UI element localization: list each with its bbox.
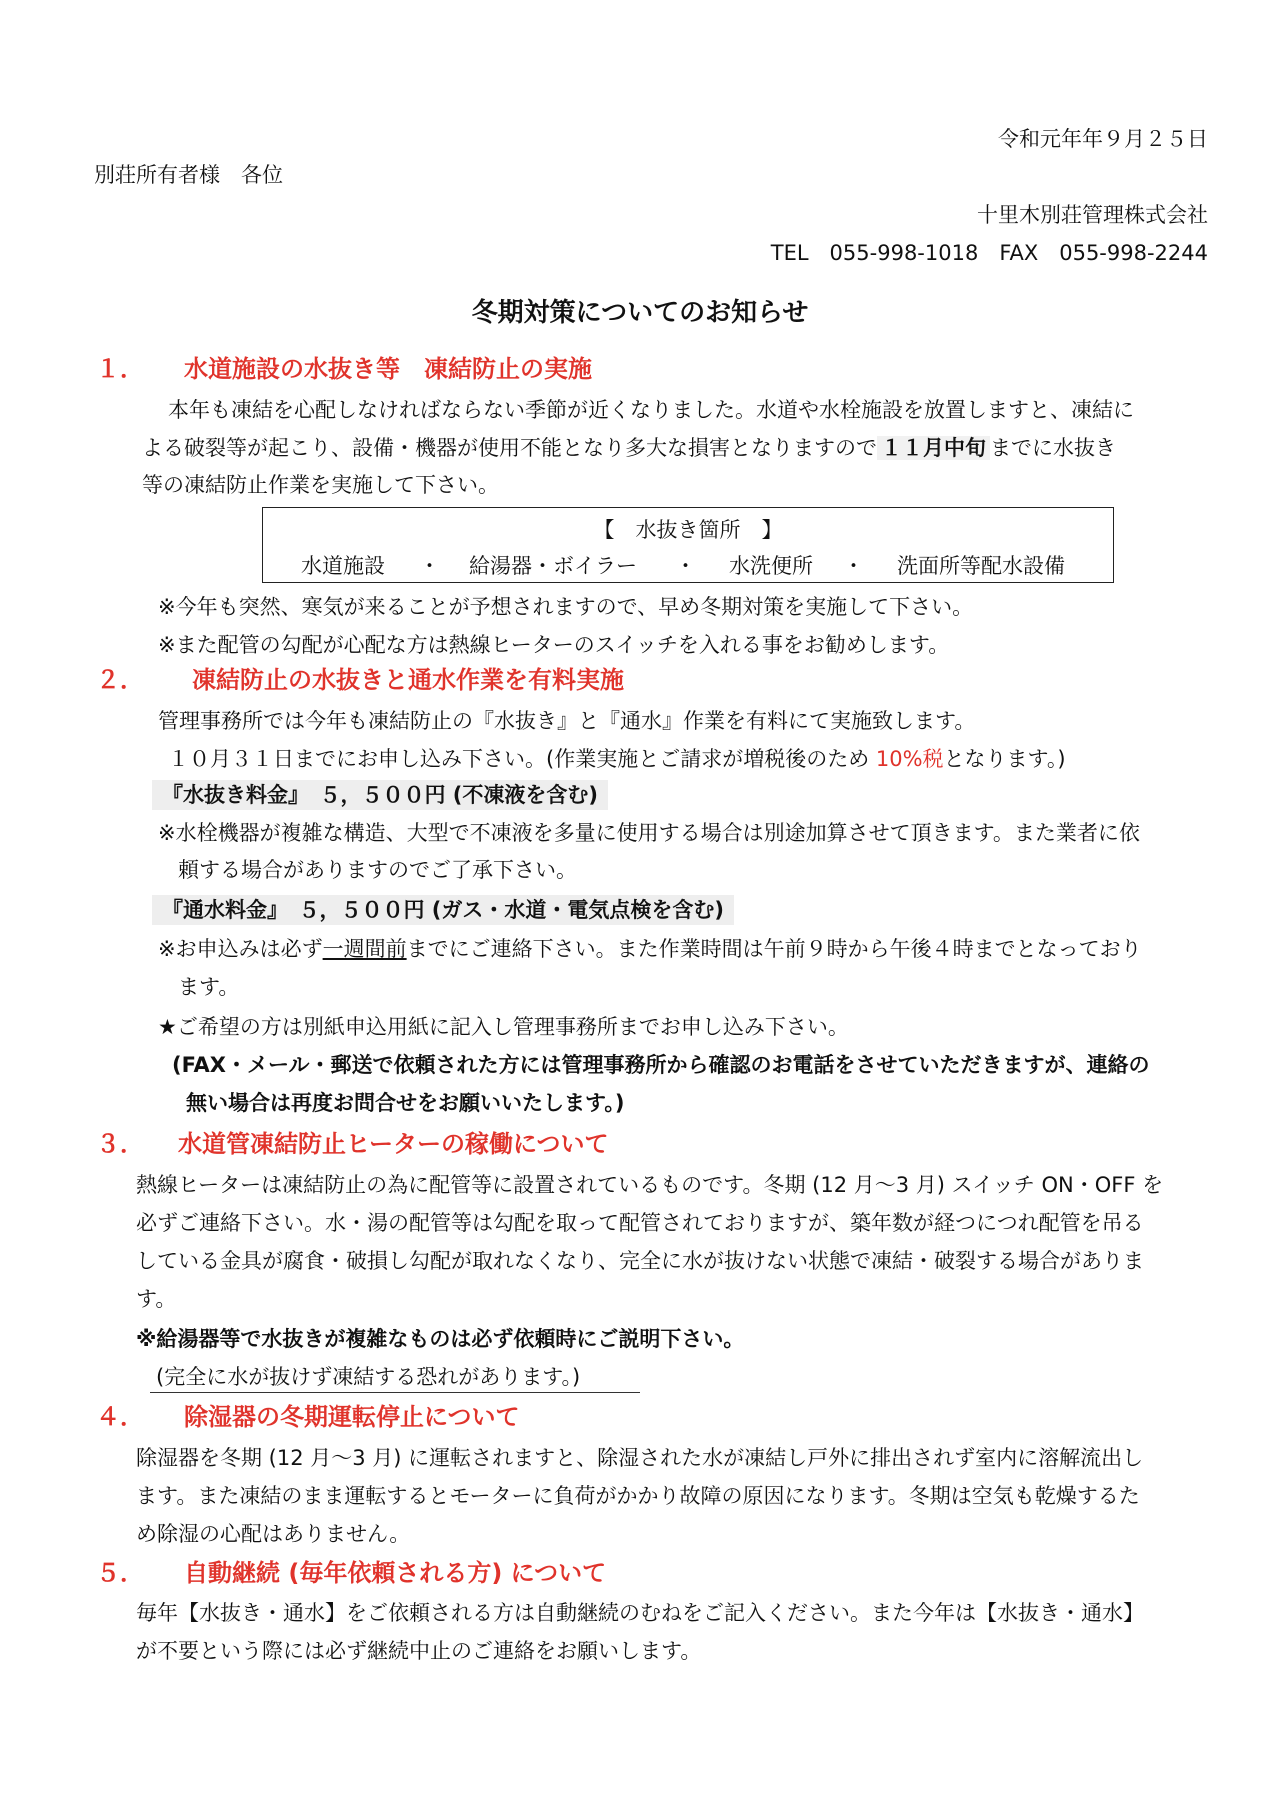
section-4-title: 除湿器の冬期運転停止について [184, 1403, 520, 1431]
section-1-heading [96, 352, 592, 386]
s4-para-line-2: ます。また凍結のまま運転するとモーターに負荷がかかり故障の原因になります。冬期は空気も乾燥するた [136, 1484, 1140, 1508]
section-3-heading [96, 1127, 609, 1161]
s3-note-2-underline [150, 1392, 640, 1393]
s1-para-line-3: 等の凍結防止作業を実施して下さい。 [142, 473, 499, 497]
s3-para-line-2: 必ずご連絡下さい。水・湯の配管等は勾配を取って配管されておりますが、築年数が経つにつれ配管を吊る [136, 1211, 1144, 1235]
s1-note-1: ※今年も突然、寒気が来ることが予想されますので、早め冬期対策を実施して下さい。 [158, 595, 974, 619]
s2-note-1-line-1: ※水栓機器が複雑な構造、大型で不凍液を多量に使用する場合は別途加算させて頂きます。また業者に依 [158, 821, 1140, 845]
section-5-number: ５． [96, 1559, 144, 1587]
location-flush-toilet: 水洗便所 [729, 554, 813, 578]
s5-para-line-1: 毎年【水抜き・通水】をご依頼される方は自動継続のむねをご記入ください。また今年は【水抜き・通水】 [136, 1601, 1144, 1625]
s2-paren-line-1: (FAX・メール・郵送で依頼された方には管理事務所から確認のお電話をさせていただきますが、連絡の [172, 1053, 1150, 1077]
s3-para-line-4: す。 [136, 1287, 177, 1311]
s5-para-line-2: が不要という際には必ず継続中止のご連絡をお願いします。 [136, 1639, 702, 1663]
tax-rate: 10%税 [875, 747, 944, 771]
s2-paren-line-2: 無い場合は再度お問合せをお願いいたします。) [186, 1091, 625, 1115]
one-week-before: 一週間前 [322, 937, 407, 961]
company-name: 十里木別荘管理株式会社 [977, 203, 1208, 227]
deadline-highlight: １１月中旬 [877, 436, 990, 460]
s3-para-line-1: 熱線ヒーターは凍結防止の為に配管等に設置されているものです。冬期 (12 月～3 月) スイッチ ON・OFF を [136, 1173, 1164, 1197]
drain-fee: 『水抜き料金』 ５，５００円 (不凍液を含む) [152, 780, 608, 810]
s2-note-2c: までにご連絡下さい。また作業時間は午前９時から午後４時までとなっており [406, 937, 1142, 961]
section-2-number: ２． [96, 666, 144, 694]
s2-para-line-1: 管理事務所では今年も凍結防止の『水抜き』と『通水』作業を有料にて実施致します。 [158, 709, 976, 733]
s2-note-1-line-2: 頼する場合がありますのでご了承下さい。 [178, 858, 577, 882]
section-2-heading [96, 663, 624, 697]
s4-para-line-3: め除湿の心配はありません。 [136, 1522, 411, 1546]
s2-para-line-2c: となります。) [943, 747, 1066, 771]
section-3-number: ３． [96, 1130, 144, 1158]
s2-star-note: ★ご希望の方は別紙申込用紙に記入し管理事務所までお申し込み下さい。 [158, 1015, 849, 1039]
s2-para-line-2 [168, 744, 1066, 774]
s4-para-line-1: 除湿器を冬期 (12 月～3 月) に運転されますと、除湿された水が凍結し戸外に排出されず室内に溶解流出し [136, 1446, 1144, 1470]
section-5-title: 自動継続 (毎年依頼される方) について [184, 1559, 607, 1587]
s3-para-line-3: している金具が腐食・破損し勾配が取れなくなり、完全に水が抜けない状態で凍結・破裂する場合がありま [136, 1249, 1144, 1273]
section-1-title: 水道施設の水抜き等 凍結防止の実施 [184, 355, 592, 383]
separator-dot: ・ [419, 554, 440, 578]
separator-dot: ・ [675, 554, 696, 578]
s2-note-2-line-1 [158, 934, 1142, 964]
s2-note-2a: ※お申込みは必ず [158, 937, 323, 961]
s2-note-2-line-2: ます。 [178, 975, 240, 999]
location-water-heater: 給湯器・ボイラー [469, 554, 637, 578]
location-water-facility: 水道施設 [301, 554, 385, 578]
location-washroom: 洗面所等配水設備 [897, 554, 1065, 578]
section-1-number: １． [96, 355, 144, 383]
s1-para-line-2a: よる破裂等が起こり、設備・機器が使用不能となり多大な損害となりますので [142, 436, 877, 460]
s1-note-2: ※また配管の勾配が心配な方は熱線ヒーターのスイッチを入れる事をお勧めします。 [158, 633, 950, 657]
company-contact: TEL 055-998-1018 FAX 055-998-2244 [770, 241, 1208, 265]
document-date: 令和元年年９月２５日 [998, 127, 1208, 151]
drain-locations-box [262, 507, 1114, 583]
section-4-heading [96, 1400, 520, 1434]
s2-para-line-2a: １０月３１日までにお申し込み下さい。(作業実施とご請求が増税後のため [168, 747, 876, 771]
water-restore-fee: 『通水料金』 ５，５００円 (ガス・水道・電気点検を含む) [152, 895, 734, 925]
section-4-number: ４． [96, 1403, 144, 1431]
drain-locations-title: 【 水抜き箇所 】 [593, 518, 783, 542]
s1-para-line-2c: までに水抜き [990, 436, 1116, 460]
s3-note-2: (完全に水が抜けず凍結する恐れがあります。) [156, 1365, 581, 1389]
section-5-heading [96, 1556, 606, 1590]
s1-para-line-1: 本年も凍結を心配しなければならない季節が近くなりました。水道や水栓施設を放置しますと、凍結に [168, 398, 1134, 422]
s1-para-line-2 [142, 433, 1116, 463]
separator-dot: ・ [843, 554, 864, 578]
recipient: 別荘所有者様 各位 [94, 163, 283, 187]
s3-note-1: ※給湯器等で水抜きが複雑なものは必ず依頼時にご説明下さい。 [136, 1327, 745, 1351]
section-2-title: 凍結防止の水抜きと通水作業を有料実施 [192, 666, 624, 694]
section-3-title: 水道管凍結防止ヒーターの稼働について [178, 1130, 609, 1158]
page-title: 冬期対策についてのお知らせ [471, 298, 809, 328]
